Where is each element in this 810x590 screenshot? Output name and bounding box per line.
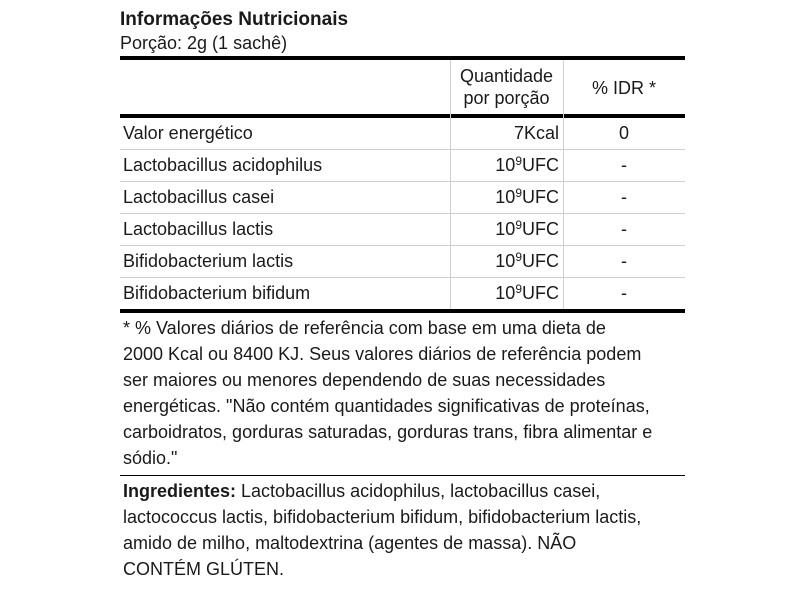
header-quantity: [450, 60, 563, 114]
quantity-exponent: 9: [515, 282, 522, 296]
table-row: [120, 182, 685, 213]
quantity-exponent: 9: [515, 186, 522, 200]
footnote: [123, 315, 685, 471]
header-quantity-line1: Quantidade: [459, 66, 554, 86]
footnote-line: carboidratos, gorduras saturadas, gorduras trans, fibra alimentar e: [123, 422, 653, 442]
quantity-exponent: 9: [515, 218, 522, 232]
nutrient-idr: -: [621, 187, 627, 207]
nutrient-name: Lactobacillus acidophilus: [123, 155, 323, 175]
nutrient-quantity: [450, 155, 563, 176]
nutrient-idr: -: [621, 283, 627, 303]
footnote-line: * % Valores diários de referência com base em uma dieta de: [123, 318, 606, 338]
header-idr: % IDR *: [591, 78, 656, 98]
table-header: [120, 60, 685, 114]
table-row: [120, 246, 685, 277]
table-row: [120, 118, 685, 149]
ingredients-section: [123, 478, 685, 582]
portion-size: Porção: 2g (1 sachê): [120, 33, 288, 53]
footnote-line: ser maiores ou menores dependendo de suas necessidades: [123, 370, 606, 390]
quantity-base: 10: [495, 251, 516, 271]
quantity-exponent: 9: [515, 154, 522, 168]
label-title: Informações Nutricionais: [120, 9, 349, 30]
quantity-base: 10: [495, 219, 516, 239]
nutrient-quantity: [450, 123, 563, 144]
footnote-rule: [120, 475, 685, 476]
ingredients-line: amido de milho, maltodextrina (agentes de massa). NÃO: [123, 533, 577, 553]
nutrition-label: [120, 8, 685, 582]
quantity-unit: UFC: [522, 283, 559, 303]
nutrient-name: Lactobacillus casei: [123, 187, 275, 207]
nutrient-idr: -: [621, 155, 627, 175]
nutrient-quantity: [450, 187, 563, 208]
ingredients-line: CONTÉM GLÚTEN.: [123, 559, 285, 579]
table-bottom-rule: [120, 309, 685, 313]
nutrient-name: Bifidobacterium bifidum: [123, 283, 311, 303]
header-nutrient-cell: [120, 60, 450, 114]
ingredients-line: [123, 478, 685, 504]
quantity-base: 10: [495, 187, 516, 207]
table-row: [120, 214, 685, 245]
nutrient-name: Valor energético: [123, 123, 253, 143]
nutrient-idr: -: [621, 219, 627, 239]
nutrient-name: Bifidobacterium lactis: [123, 251, 294, 271]
footnote-line: sódio.": [123, 448, 178, 468]
table-body: [120, 118, 685, 309]
footnote-line: energéticas. "Não contém quantidades significativas de proteínas,: [123, 396, 650, 416]
nutrient-idr: -: [621, 251, 627, 271]
column-divider-1: [450, 60, 451, 309]
quantity-unit: UFC: [522, 219, 559, 239]
quantity-base: 10: [495, 155, 516, 175]
footnote-line: 2000 Kcal ou 8400 KJ. Seus valores diários de referência podem: [123, 344, 642, 364]
nutrient-quantity: [450, 219, 563, 240]
ingredients-text: Lactobacillus acidophilus, lactobacillus casei,: [236, 481, 601, 501]
quantity-base: 7Kcal: [513, 123, 559, 143]
nutrient-idr: 0: [618, 123, 629, 143]
table-row: [120, 150, 685, 181]
nutrition-table: [120, 60, 685, 309]
nutrient-name: Lactobacillus lactis: [123, 219, 274, 239]
column-divider-2: [563, 60, 564, 309]
quantity-unit: UFC: [522, 155, 559, 175]
header-quantity-line2: por porção: [463, 88, 550, 108]
quantity-unit: UFC: [522, 251, 559, 271]
quantity-base: 10: [495, 283, 516, 303]
nutrient-quantity: [450, 283, 563, 304]
quantity-exponent: 9: [515, 250, 522, 264]
ingredients-line: lactococcus lactis, bifidobacterium bifidum, bifidobacterium lactis,: [123, 507, 642, 527]
quantity-unit: UFC: [522, 187, 559, 207]
nutrient-quantity: [450, 251, 563, 272]
table-row: [120, 278, 685, 309]
ingredients-label: Ingredientes:: [123, 481, 237, 501]
